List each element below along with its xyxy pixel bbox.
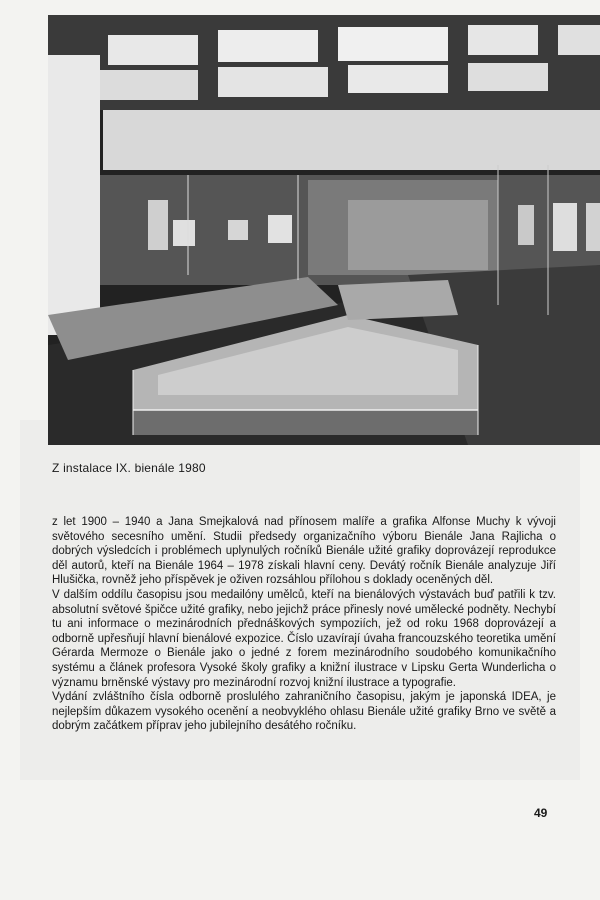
exhibition-photo	[48, 15, 600, 445]
paragraph: V dalším oddílu časopisu jsou medailóny umělců, kteří na bienálových výstavách buď patřili k tzv. absolutní světové špičce užité grafiky, nebo jejichž práce přinesly nové umělecké podněty. Nechybí tu ani informace o mezinárodních přednáškových sympoziích, jež od roku 1968 doprovázejí a odborně upřesňují hlavní bienálové expozice. Číslo uzavírají úvaha francouzského teoretika umění Gérarda Mermoze o Bienále jako o jedné z forem mezinárodního soudobého komunikačního systému a článek profesora Vysoké školy grafiky a knižní ilustrace v Lipsku Gerta Wunderlicha o významu brněnské výstavy pro mezinárodní rozvoj knižní ilustrace a typografie.	[52, 588, 556, 689]
photo-caption: Z instalace IX. bienále 1980	[52, 461, 206, 475]
paragraph: z let 1900 – 1940 a Jana Smejkalová nad přínosem malíře a grafika Alfonse Muchy k vývoji světového secesního umění. Studii předsedy organizačního výboru Bienále Jana Rajlicha o dobrých výsledcích i problémech uplynulých ročníků Bienále užité grafiky doprovázejí reprodukce děl autorů, kteří na Bienále 1964 – 1978 získali hlavní ceny. Devátý ročník Bienále analyzuje Jiří Hlušička, rovněž jeho příspěvek je oživen rozsáhlou přílohou s doklady oceněných děl.	[52, 516, 556, 587]
article-body	[52, 515, 556, 734]
page-number: 49	[534, 806, 548, 820]
paragraph: Vydání zvláštního čísla odborně proslulého zahraničního časopisu, jakým je japonská IDEA, je nejlepším důkazem vysokého ocenění a neobvyklého ohlasu Bienále užité grafiky Brno ve světě a dobrým začátkem příprav jeho jubilejního desátého ročníku.	[52, 691, 556, 733]
